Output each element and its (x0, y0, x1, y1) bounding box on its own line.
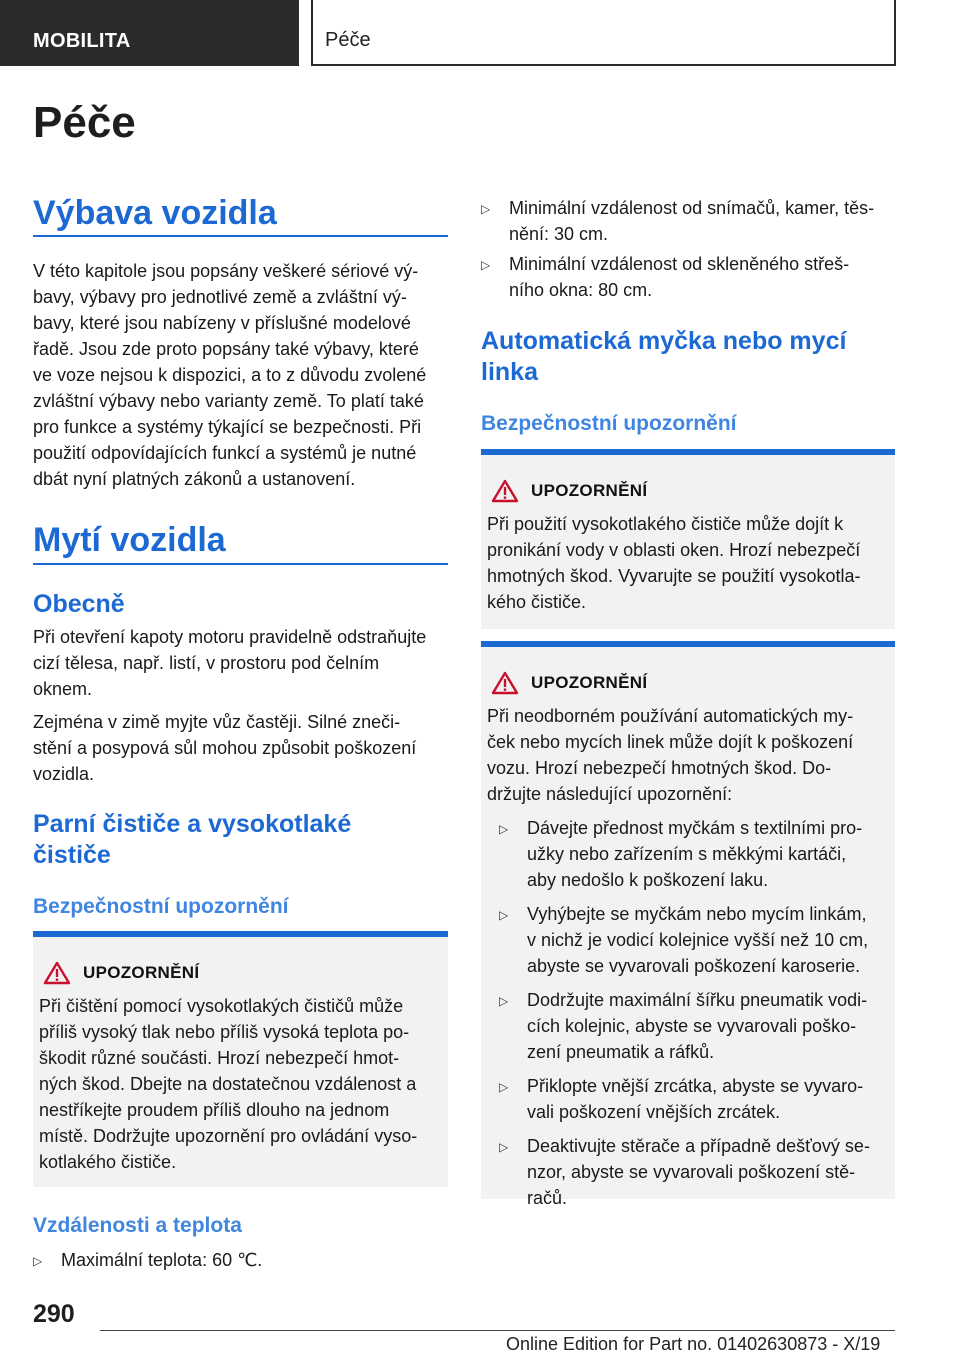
text-line: nestříkejte proudem příliš dlouho na jednom (39, 1100, 390, 1120)
text-line: ček nebo mycích linek může dojít k poškození (487, 732, 854, 752)
triangle-bullet-icon: ▷ (481, 202, 491, 216)
list-item-text: zení pneumatik a ráfků. (527, 1042, 715, 1062)
text-line: vozu. Hrozí nebezpečí hmotných škod. Do‐ (487, 758, 832, 778)
list-item-text: Maximální teplota: 60 ℃. (61, 1250, 263, 1270)
list-item-text: užky nebo zařízením s měkkými kartáči, (527, 844, 847, 864)
list-item (481, 195, 895, 247)
list-item-text: nění: 30 cm. (509, 224, 609, 244)
text-line: ve voze nejsou k dispozici, a to z důvodu zvolené (33, 365, 427, 385)
warning-box (33, 931, 448, 1187)
text-line: hmotných škod. Vyvarujte se použití vysokotla‐ (487, 566, 861, 586)
text-line: kého čističe. (487, 592, 587, 612)
list-item-text: aby nedošlo k poškození laku. (527, 870, 769, 890)
vybava-paragraph (33, 258, 453, 492)
warning-box (481, 641, 895, 1208)
text-line: V této kapitole jsou popsány veškeré sériové vý‐ (33, 261, 419, 281)
list-item-text: račů. (527, 1188, 568, 1208)
text-line: oknem. (33, 679, 93, 699)
triangle-bullet-icon: ▷ (33, 1254, 43, 1268)
text-line: použití odpovídajících funkcí a systémů je nutné (33, 443, 417, 463)
list-item-text: vali poškození vnějších zrcátek. (527, 1102, 781, 1122)
header-section: MOBILITA (0, 0, 299, 66)
triangle-bullet-icon: ▷ (499, 1080, 509, 1094)
title-line: Automatická myčka nebo mycí (481, 327, 847, 355)
warning-label: UPOZORNĚNÍ (531, 481, 648, 500)
list-item-text: cích kolejnic, abyste se vyvarovali poško‐ (527, 1016, 857, 1036)
title-line: čističe (33, 841, 111, 869)
warning-triangle-icon (491, 479, 519, 503)
page-title: Péče (33, 98, 136, 147)
text-line: bavy, které jsou nabízeny v příslušné modelové (33, 313, 411, 333)
list-item (487, 987, 881, 1065)
list-item (487, 901, 881, 979)
list-item-text: v nichž je vodicí kolejnice vyšší než 10 cm, (527, 930, 869, 950)
list-item-text: Přiklopte vnější zrcátka, abyste se vyvaro‐ (527, 1076, 864, 1096)
obecne-paragraph-1 (33, 624, 453, 702)
footer-divider (100, 1330, 895, 1331)
list-item-text: Minimální vzdálenost od snímačů, kamer, těs‐ (509, 198, 875, 218)
title-line: Parní čističe a vysokotlaké (33, 810, 352, 838)
subsection-title-automaticka (481, 326, 846, 388)
warning-header (43, 961, 434, 985)
title-line: linka (481, 358, 538, 386)
text-line: zvláštní výbavy nebo varianty země. To platí také (33, 391, 424, 411)
list-item-text: Dodržujte maximální šířku pneumatik vodi‐ (527, 990, 868, 1010)
triangle-bullet-icon: ▷ (499, 822, 509, 836)
warning-box (481, 449, 895, 629)
list-item-text: Vyhýbejte se myčkám nebo mycím linkám, (527, 904, 867, 924)
list-item-text: ního okna: 80 cm. (509, 280, 653, 300)
text-line: bavy, výbavy pro jednotlivé země a zvláštní vý‐ (33, 287, 407, 307)
subsection-title-parni (33, 809, 351, 871)
list-item (481, 251, 895, 303)
text-line: držujte následující upozornění: (487, 784, 733, 804)
text-line: škodit různé součásti. Hrozí nebezpečí hmot‐ (39, 1048, 400, 1068)
footer-edition: Online Edition for Part no. 01402630873 - X/19 (506, 1334, 881, 1354)
warning-label: UPOZORNĚNÍ (531, 673, 648, 692)
warning-label: UPOZORNĚNÍ (83, 963, 200, 982)
text-line: ných škod. Dbejte na dostatečnou vzdálenost a (39, 1074, 417, 1094)
list-item-text: Deaktivujte stěrače a případně dešťový se‐ (527, 1136, 870, 1156)
obecne-paragraph-2 (33, 709, 453, 787)
page-number: 290 (33, 1300, 75, 1328)
text-line: dbát nyní platných zákonů a ustanovení. (33, 469, 356, 489)
text-line: stění a posypová sůl mohou způsobit poškození (33, 738, 417, 758)
text-line: kotlakého čističe. (39, 1152, 177, 1172)
list-item (33, 1247, 448, 1274)
text-line: Při čištění pomocí vysokotlakých čističů může (39, 996, 404, 1016)
list-item-text: Minimální vzdálenost od skleněného střeš‐ (509, 254, 850, 274)
warning-triangle-icon (491, 671, 519, 695)
text-line: místě. Dodržujte upozornění pro ovládání vyso‐ (39, 1126, 418, 1146)
header-chapter: Péče (311, 0, 896, 66)
text-line: Při použití vysokotlakého čističe může dojít k (487, 514, 844, 534)
triangle-bullet-icon: ▷ (499, 994, 509, 1008)
list-item (487, 1133, 881, 1211)
warning-header (491, 479, 881, 503)
subsubsection-title-bezpecnost: Bezpečnostní upozornění (481, 412, 737, 435)
text-line: cizí tělesa, např. listí, v prostoru pod čelním (33, 653, 380, 673)
list-item-text: abyste se vyvarovali poškození karoserie. (527, 956, 861, 976)
text-line: Při neodborném používání automatických my‐ (487, 706, 854, 726)
text-line: Při otevření kapoty motoru pravidelně odstraňujte (33, 627, 427, 647)
triangle-bullet-icon: ▷ (499, 908, 509, 922)
subsubsection-title-vzdalenosti: Vzdálenosti a teplota (33, 1214, 242, 1237)
text-line: vozidla. (33, 764, 95, 784)
subsubsection-title-bezpecnost: Bezpečnostní upozornění (33, 895, 289, 918)
text-line: pro funkce a systémy týkající se bezpečnosti. Při (33, 417, 422, 437)
list-item (487, 1073, 881, 1125)
list-item-text: nzor, abyste se vyvarovali poškození stě‐ (527, 1162, 856, 1182)
triangle-bullet-icon: ▷ (481, 258, 491, 272)
subsection-title-obecne: Obecně (33, 590, 125, 618)
text-line: Zejména v zimě myjte vůz častěji. Silné zneči‐ (33, 712, 401, 732)
text-line: příliš vysoký tlak nebo příliš vysoká teplota po‐ (39, 1022, 410, 1042)
section-title-vybava: Výbava vozidla (33, 193, 448, 237)
text-line: řadě. Jsou zde proto popsány také výbavy, které (33, 339, 419, 359)
text-line: pronikání vody v oblasti oken. Hrozí nebezpečí (487, 540, 861, 560)
triangle-bullet-icon: ▷ (499, 1140, 509, 1154)
list-item-text: Dávejte přednost myčkám s textilními pro‐ (527, 818, 863, 838)
section-title-myti: Mytí vozidla (33, 520, 448, 565)
warning-header (491, 671, 881, 695)
warning-triangle-icon (43, 961, 71, 985)
list-item (487, 815, 881, 893)
